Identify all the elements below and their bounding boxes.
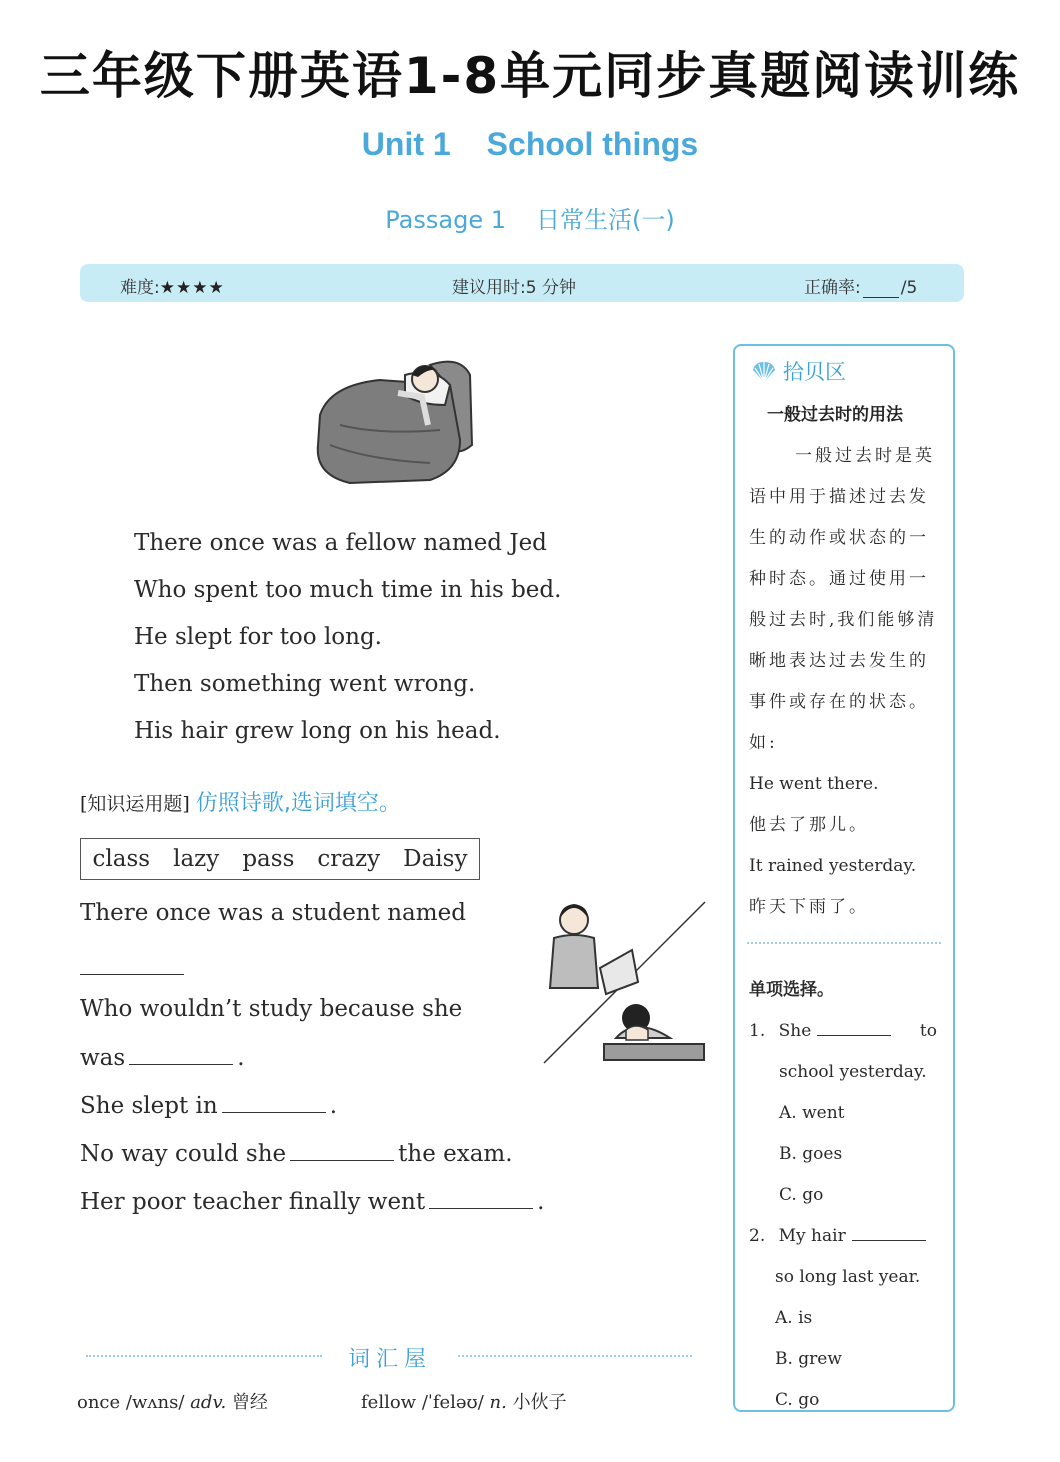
answer-blank[interactable]	[429, 1188, 533, 1209]
fill-text: the exam.	[398, 1141, 513, 1167]
poem-line: Then something went wrong.	[134, 671, 476, 697]
option-b[interactable]: B. grew	[775, 1349, 842, 1369]
word-option: class	[92, 846, 151, 872]
answer-blank[interactable]	[852, 1222, 926, 1241]
task-tag: [知识运用题]	[80, 793, 190, 815]
suggested-time: 建议用时:5 分钟	[452, 278, 576, 298]
answer-blank[interactable]	[290, 1140, 394, 1161]
poem-line: There once was a fellow named Jed	[134, 530, 547, 556]
fill-line-5	[80, 1140, 513, 1167]
passage-label: Passage 1	[385, 206, 506, 234]
vocab-pos: n.	[489, 1392, 507, 1413]
example-chinese: 他去了那儿。	[749, 815, 869, 835]
note-line: 般过去时,我们能够清	[749, 610, 938, 630]
task-heading	[80, 786, 401, 817]
option-b[interactable]: B. goes	[779, 1144, 843, 1164]
option-a[interactable]: A. went	[779, 1103, 845, 1123]
sidebar-heading-text: 拾贝区	[783, 360, 846, 384]
fill-text: .	[537, 1189, 545, 1215]
vocab-pos: adv.	[190, 1392, 227, 1413]
accuracy-label: 正确率:	[804, 278, 861, 298]
passage-topic: 日常生活(一)	[535, 206, 675, 234]
shell-icon	[751, 360, 777, 384]
difficulty	[120, 273, 225, 298]
fill-line-1-blank	[80, 954, 188, 981]
question-text: school yesterday.	[779, 1062, 927, 1082]
question-text: to	[919, 1021, 937, 1041]
vocabulary-title: 词汇屋	[348, 1347, 433, 1372]
teacher-student-illustration	[540, 898, 710, 1072]
word-box	[80, 838, 480, 880]
example-english: He went there.	[749, 774, 879, 794]
answer-blank[interactable]	[817, 1017, 891, 1036]
poem	[134, 520, 561, 755]
answer-blank[interactable]	[222, 1092, 326, 1113]
note-line: 种时态。通过使用一	[749, 569, 929, 589]
unit-title	[0, 126, 1060, 163]
fill-text: No way could she	[80, 1141, 287, 1167]
fill-text: She slept in	[80, 1093, 218, 1119]
unit-name: School things	[486, 126, 699, 162]
boy-in-bed-illustration	[310, 345, 480, 489]
multiple-choice-quiz	[749, 970, 949, 1421]
option-c[interactable]: C. go	[775, 1390, 820, 1410]
task-instruction: 仿照诗歌,选词填空。	[195, 791, 401, 816]
word-option: Daisy	[403, 846, 468, 872]
fill-line-6	[80, 1188, 544, 1215]
vocab-word: fellow	[361, 1392, 417, 1413]
fill-line-2: Who wouldn’t study because she	[80, 996, 463, 1022]
sidebar-panel	[733, 344, 955, 1412]
question-2	[749, 1216, 949, 1257]
fill-text: .	[329, 1093, 338, 1119]
main-title: 三年级下册英语1-8单元同步真题阅读训练	[39, 47, 1021, 105]
passage-title	[0, 200, 1060, 235]
option-a[interactable]: A. is	[775, 1308, 813, 1328]
option-c[interactable]: C. go	[779, 1185, 824, 1205]
accuracy-total: /5	[900, 278, 918, 298]
fill-line-4	[80, 1092, 337, 1119]
fill-line-1: There once was a student named	[80, 900, 466, 926]
poem-line: Who spent too much time in his bed.	[134, 577, 562, 603]
fill-line-3	[80, 1044, 245, 1071]
fill-text: .	[237, 1045, 245, 1071]
question-text: My hair	[778, 1226, 846, 1246]
word-option: lazy	[173, 846, 220, 872]
fill-text: Her poor teacher finally went	[80, 1189, 426, 1215]
note-line: 一般过去时是英	[795, 446, 935, 466]
vocab-entry	[77, 1388, 268, 1414]
divider-dots	[86, 1355, 322, 1357]
vocab-word: once	[77, 1392, 121, 1413]
info-bar	[80, 264, 964, 302]
vocab-meaning: 曾经	[231, 1392, 268, 1413]
word-option: crazy	[317, 846, 381, 872]
note-line: 事件或存在的状态。	[749, 692, 929, 712]
question-number: 1.	[749, 1021, 766, 1041]
vocab-phonetic: /wʌns/	[125, 1392, 185, 1413]
vocab-entry	[361, 1388, 567, 1414]
note-line: 语中用于描述过去发	[749, 487, 929, 507]
note-line: 生的动作或状态的一	[749, 528, 929, 548]
note-line: 如:	[749, 733, 778, 753]
quiz-title: 单项选择。	[749, 980, 834, 1000]
difficulty-label: 难度:	[120, 278, 160, 298]
divider-dots	[458, 1355, 692, 1357]
fill-text: was	[80, 1045, 126, 1071]
question-text: She	[778, 1021, 812, 1041]
word-option: pass	[242, 846, 295, 872]
accuracy	[804, 273, 917, 298]
example-english: It rained yesterday.	[749, 856, 917, 876]
note-line: 晰地表达过去发生的	[749, 651, 929, 671]
sidebar-subheading: 一般过去时的用法	[767, 405, 903, 425]
question-text: so long last year.	[775, 1267, 921, 1287]
answer-blank[interactable]	[80, 954, 184, 975]
example-chinese: 昨天下雨了。	[749, 897, 869, 917]
answer-blank[interactable]	[129, 1044, 233, 1065]
poem-line: His hair grew long on his head.	[134, 718, 501, 744]
question-number: 2.	[749, 1226, 766, 1246]
accuracy-blank[interactable]	[863, 281, 899, 298]
vocab-meaning: 小伙子	[512, 1392, 567, 1413]
question-1	[749, 1011, 949, 1052]
vocabulary-heading	[86, 1342, 692, 1372]
grammar-note	[749, 436, 945, 928]
sidebar-divider	[747, 942, 941, 944]
vocab-phonetic: /ˈfeləʊ/	[421, 1392, 484, 1413]
poem-line: He slept for too long.	[134, 624, 382, 650]
difficulty-stars: ★★★★	[159, 278, 225, 298]
unit-label: Unit 1	[361, 126, 451, 162]
sidebar-heading	[751, 356, 846, 386]
